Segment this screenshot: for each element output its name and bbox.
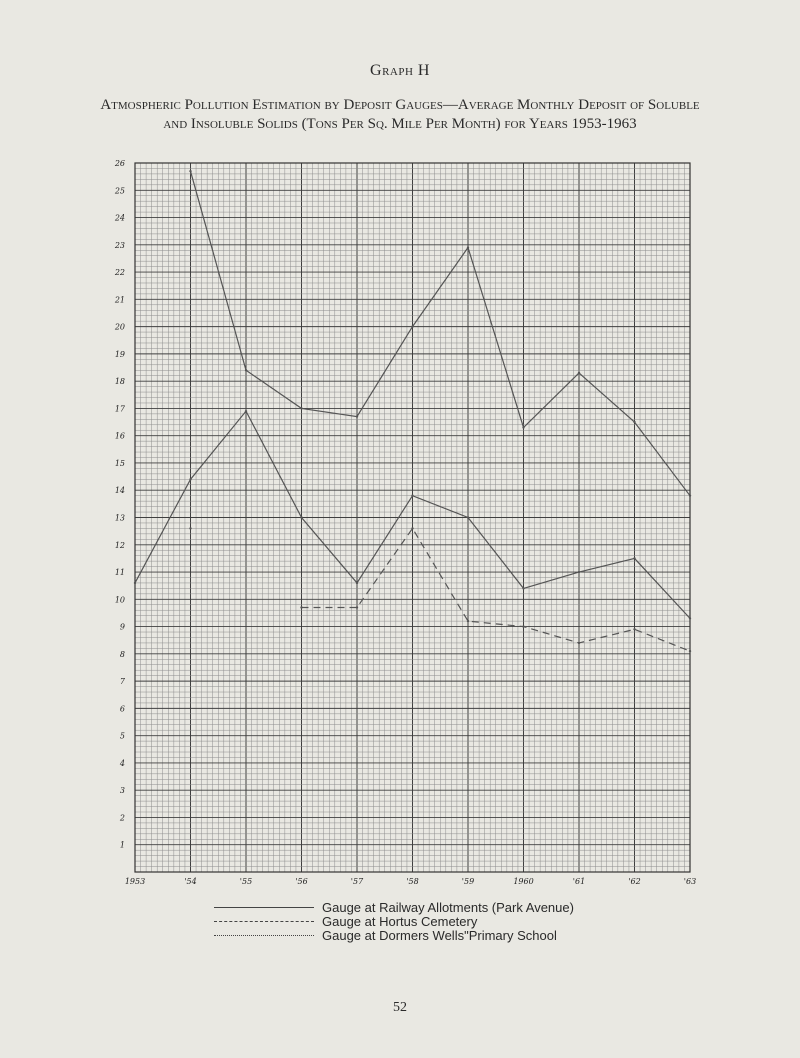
series-hortus-cemetery-point	[522, 587, 524, 589]
y-tick-label: 10	[114, 595, 125, 605]
series-dormers-wells-point	[467, 620, 469, 622]
series-dormers-wells-point	[578, 642, 580, 644]
legend-item-railway	[214, 900, 574, 914]
y-tick-label: 17	[114, 404, 125, 414]
y-tick-label: 24	[114, 213, 125, 223]
x-tick-label: 1953	[124, 877, 146, 886]
y-tick-label: 12	[114, 540, 125, 550]
legend	[214, 900, 574, 942]
x-tick-label: '59	[461, 877, 475, 886]
series-railway-allotments-point	[578, 372, 580, 374]
graph-label: Graph H	[370, 62, 430, 79]
y-tick-label: 20	[114, 322, 125, 332]
y-tick-label: 8	[119, 649, 125, 659]
y-tick-label: 6	[119, 704, 125, 714]
series-hortus-cemetery-point	[245, 410, 247, 412]
series-hortus-cemetery-point	[189, 478, 191, 480]
series-dormers-wells-point	[411, 527, 413, 529]
series-dormers-wells-point	[633, 628, 635, 630]
y-tick-label: 21	[114, 295, 125, 305]
legend-label-dormers: Gauge at Dormers Wells"Primary School	[322, 927, 557, 943]
series-railway-allotments-point	[467, 246, 469, 248]
x-tick-label: '63	[683, 877, 697, 886]
legend-label-railway: Gauge at Railway Allotments (Park Avenue)	[322, 899, 574, 915]
y-tick-label: 23	[114, 240, 125, 250]
legend-shortdash-line	[214, 935, 314, 936]
series-railway-allotments-point	[411, 325, 413, 327]
y-tick-label: 3	[119, 786, 125, 796]
series-hortus-cemetery-point	[356, 582, 358, 584]
series-dormers-wells-point	[356, 606, 358, 608]
chart-title-line-1: Atmospheric Pollution Estimation by Deposit Gauges—Average Monthly Deposit of Soluble	[100, 97, 700, 113]
series-hortus-cemetery-point	[134, 582, 136, 584]
legend-item-hortus	[214, 914, 574, 928]
series-railway-allotments-point	[522, 426, 524, 428]
series-hortus-cemetery-point	[633, 557, 635, 559]
legend-solid-line	[214, 907, 314, 908]
series-dormers-wells-point	[522, 625, 524, 627]
series-hortus-cemetery-point	[578, 571, 580, 573]
axis-ticks	[114, 159, 696, 886]
series-railway-allotments-point	[189, 170, 191, 172]
y-tick-label: 5	[119, 731, 125, 741]
series-hortus-cemetery-point	[689, 617, 691, 619]
x-tick-label: '57	[350, 877, 364, 886]
y-tick-label: 2	[119, 813, 125, 823]
series-dormers-wells-point	[689, 650, 691, 652]
chart-title-line-2: and Insoluble Solids (Tons Per Sq. Mile Per Month) for Years 1953-1963	[163, 116, 637, 132]
x-tick-label: '54	[184, 877, 197, 886]
y-tick-label: 13	[114, 513, 125, 523]
legend-label-hortus: Gauge at Hortus Cemetery	[322, 913, 478, 929]
x-tick-label: '58	[406, 877, 419, 886]
series-railway-allotments-point	[300, 407, 302, 409]
y-tick-label: 26	[114, 159, 125, 168]
page-number: 52	[393, 1000, 407, 1015]
x-tick-label: '61	[572, 877, 586, 886]
x-tick-label: '56	[295, 877, 308, 886]
x-tick-label: 1960	[513, 877, 534, 886]
y-tick-label: 19	[114, 349, 125, 359]
series-hortus-cemetery-point	[467, 516, 469, 518]
y-tick-label: 25	[114, 186, 125, 196]
y-tick-label: 11	[114, 568, 125, 578]
series-dormers-wells-point	[300, 606, 302, 608]
y-tick-label: 14	[114, 486, 125, 496]
legend-item-dormers	[214, 928, 574, 942]
y-tick-label: 4	[119, 758, 125, 768]
series-railway-allotments-point	[245, 369, 247, 371]
x-tick-label: '55	[239, 877, 253, 886]
series-railway-allotments-point	[356, 415, 358, 417]
series-railway-allotments-point	[633, 421, 635, 423]
y-tick-label: 1	[119, 840, 125, 850]
series-dormers-wells-point	[189, 527, 191, 529]
series-railway-allotments-point	[689, 494, 691, 496]
y-tick-label: 9	[119, 622, 125, 632]
series-hortus-cemetery-point	[300, 516, 302, 518]
y-tick-label: 15	[114, 458, 125, 468]
y-tick-label: 18	[114, 377, 125, 387]
y-tick-label: 7	[119, 677, 125, 687]
y-tick-label: 22	[114, 268, 125, 278]
x-tick-label: '62	[628, 877, 641, 886]
series-hortus-cemetery-point	[411, 494, 413, 496]
legend-dash-line	[214, 921, 314, 922]
y-tick-label: 16	[114, 431, 125, 441]
